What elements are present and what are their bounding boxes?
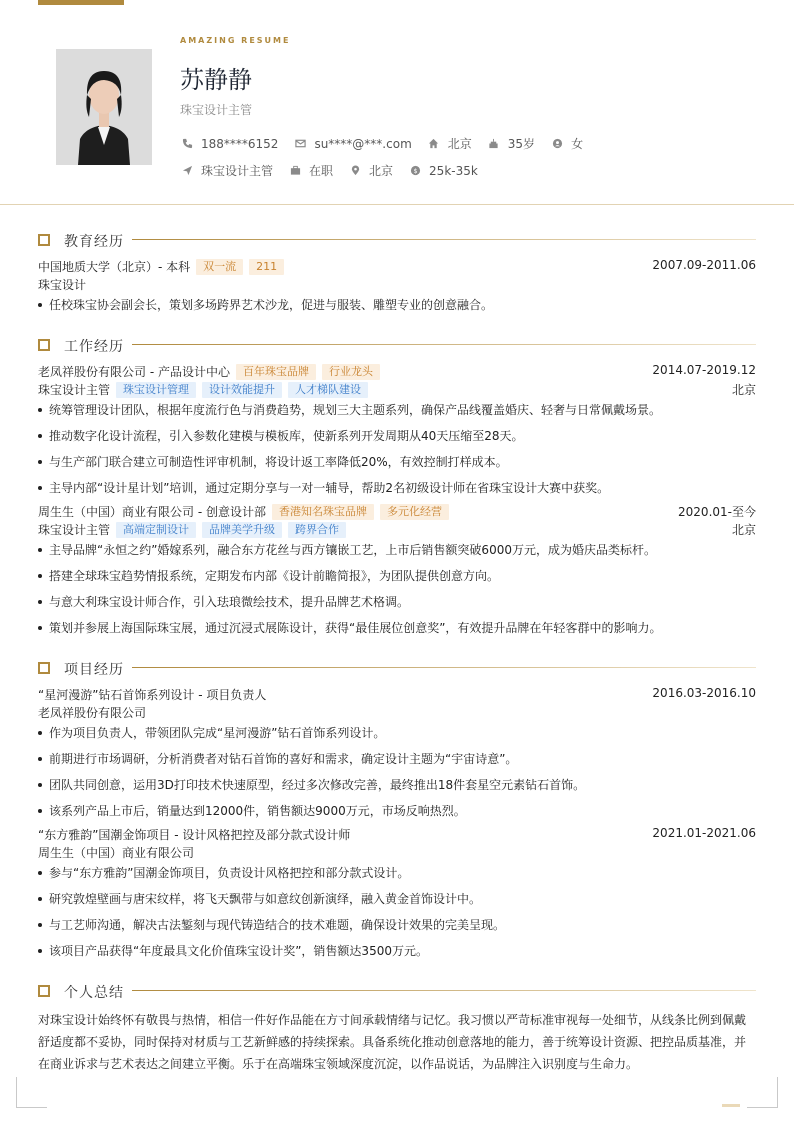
work-date: 2014.07-2019.12 [652, 363, 756, 377]
candidate-title: 珠宝设计主管 [180, 103, 253, 117]
target-job-text: 珠宝设计主管 [201, 164, 274, 178]
top-accent-bar [38, 0, 124, 5]
section-line [132, 990, 756, 991]
page-indicator [722, 1104, 740, 1107]
company-tag: 行业龙头 [322, 364, 380, 380]
project-company-row [38, 704, 756, 722]
project-bullet: 作为项目负责人，带领团队完成“星河漫游”钻石首饰系列设计。 [38, 724, 756, 742]
role-tag: 跨界合作 [288, 522, 346, 538]
section-line [132, 667, 756, 668]
project-bullet: 团队共同创意，运用3D打印技术快速原型，经过多次修改完善，最终推出18件套星空元素钻石首饰。 [38, 776, 756, 794]
phone-item [180, 137, 278, 151]
profile-photo [56, 49, 152, 165]
section-education [38, 232, 756, 248]
corner-decoration-right [747, 1077, 778, 1108]
project-bullet: 前期进行市场调研，分析消费者对钻石首饰的喜好和需求，确定设计主题为“宇宙诗意”。 [38, 750, 756, 768]
summary-text: 对珠宝设计始终怀有敬畏与热情，相信一件好作品能在方寸间承载情绪与记忆。我习惯以严苛标准审视每一处细节，从线条比例到佩戴舒适度都不妥协，同时保持对材质与工艺新鲜感的持续探索。具备系统化推动创意落地的能力，善于统筹设计资源、把控品质基准，并在商业诉求与艺术表达之间建立平衡。乐于在高端珠宝领域深度沉淀，以作品说话，为品牌注入识别度与生命力。 [38, 1013, 747, 1071]
work-company-row [38, 363, 756, 381]
section-title: 个人总结 [64, 985, 124, 1001]
work-city: 北京 [731, 383, 756, 397]
work-role-row [38, 521, 756, 539]
school-name: 中国地质大学（北京）- 本科 [38, 260, 191, 274]
home-icon [427, 137, 441, 151]
work-bullet: 主导品牌“永恒之约”婚嫁系列，融合东方花丝与西方镶嵌工艺，上市后销售额突破6000万元，成为婚庆品类标杆。 [38, 541, 756, 559]
work-date: 2020.01-至今 [678, 505, 756, 519]
project-date: 2021.01-2021.06 [652, 826, 756, 840]
school-tag: 211 [249, 259, 284, 275]
education-bullet: 任校珠宝协会副会长，策划多场跨界艺术沙龙，促进与服装、雕塑专业的创意融合。 [38, 296, 756, 314]
gender-text: 女 [571, 137, 584, 151]
work-role-row [38, 381, 756, 399]
work-bullet: 与意大利珠宝设计师合作，引入珐琅微绘技术，提升品牌艺术格调。 [38, 593, 756, 611]
project-bullet: 与工艺师沟通，解决古法錾刻与现代铸造结合的技术难题，确保设计效果的完美呈现。 [38, 916, 756, 934]
work-bullet: 统筹管理设计团队，根据年度流行色与消费趋势，规划三大主题系列，确保产品线覆盖婚庆、轻奢与日常佩戴场景。 [38, 401, 756, 419]
phone-text: 188****6152 [201, 136, 279, 151]
brand-label: AMAZING RESUME [180, 36, 291, 45]
education-school-row [38, 258, 756, 276]
section-line [132, 344, 756, 345]
email-text: su****@***.com [314, 136, 412, 151]
project-bullet: 该项目产品获得“年度最具文化价值珠宝设计奖”，销售额达3500万元。 [38, 942, 756, 960]
contact-row [180, 135, 598, 152]
project-company-row [38, 844, 756, 862]
salary-text: 25k-35k [429, 163, 478, 178]
send-icon [180, 164, 194, 178]
map-pin-icon [348, 164, 362, 178]
work-bullet: 推动数字化设计流程，引入参数化建模与模板库，使新系列开发周期从40天压缩至28天。 [38, 427, 756, 445]
role-tag: 珠宝设计管理 [116, 382, 196, 398]
location-item [427, 135, 472, 152]
role-tag: 品牌美学升级 [202, 522, 282, 538]
section-summary [38, 983, 756, 999]
corner-decoration-left [16, 1077, 47, 1108]
project-name-row [38, 686, 756, 704]
section-title: 工作经历 [64, 339, 124, 355]
work-company-row [38, 503, 756, 521]
work-bullet: 策划并参展上海国际珠宝展，通过沉浸式展陈设计，获得“最佳展位创意奖”，有效提升品牌在年轻客群中的影响力。 [38, 619, 756, 637]
work-bullet: 与生产部门联合建立可制造性评审机制，将设计返工率降低20%，有效控制打样成本。 [38, 453, 756, 471]
section-line [132, 239, 756, 240]
project-name: “东方雅韵”国潮金饰项目 - 设计风格把控及部分款式设计师 [38, 828, 351, 842]
age-item [487, 135, 535, 152]
project-company: 老凤祥股份有限公司 [38, 706, 147, 720]
role-tag: 高端定制设计 [116, 522, 196, 538]
mail-icon [293, 137, 307, 151]
project-name-row [38, 826, 756, 844]
project-bullet: 研究敦煌壁画与唐宋纹样，将飞天飘带与如意纹创新演绎，融入黄金首饰设计中。 [38, 890, 756, 908]
svg-text:$: $ [413, 166, 418, 175]
phone-icon [180, 137, 194, 151]
money-icon [408, 164, 422, 178]
status-text: 在职 [309, 164, 334, 178]
section-work [38, 337, 756, 353]
section-title: 教育经历 [64, 234, 124, 250]
header-divider [0, 204, 794, 205]
company-tag: 多元化经营 [380, 504, 449, 520]
project-bullet: 参与“东方雅韵”国潮金饰项目，负责设计风格把控和部分款式设计。 [38, 864, 756, 882]
role-tag: 人才梯队建设 [288, 382, 368, 398]
location-text: 北京 [447, 137, 472, 151]
candidate-name: 苏静静 [180, 66, 252, 94]
gender-item [550, 135, 583, 152]
company-name: 周生生（中国）商业有限公司 - 创意设计部 [38, 505, 266, 519]
school-tag: 双一流 [196, 259, 243, 275]
project-bullet: 该系列产品上市后，销量达到12000件，销售额达9000万元，市场反响热烈。 [38, 802, 756, 820]
education-date: 2007.09-2011.06 [652, 258, 756, 272]
company-tag: 百年珠宝品牌 [236, 364, 316, 380]
project-date: 2016.03-2016.10 [652, 686, 756, 700]
company-name: 老凤祥股份有限公司 - 产品设计中心 [38, 365, 230, 379]
age-text: 35岁 [507, 137, 536, 151]
project-name: “星河漫游”钻石首饰系列设计 - 项目负责人 [38, 688, 267, 702]
work-city: 北京 [731, 523, 756, 537]
target-city-item [348, 162, 393, 179]
role-name: 珠宝设计主管 [38, 383, 111, 397]
salary-item [408, 164, 478, 178]
project-company: 周生生（中国）商业有限公司 [38, 846, 195, 860]
section-marker [38, 234, 50, 246]
job-intent-row [180, 162, 493, 179]
section-marker [38, 662, 50, 674]
education-major-row [38, 276, 756, 294]
work-bullet: 主导内部“设计星计划”培训，通过定期分享与一对一辅导，帮助2名初级设计师在省珠宝设计大赛中获奖。 [38, 479, 756, 497]
major-text: 珠宝设计 [38, 278, 87, 292]
section-marker [38, 985, 50, 997]
section-title: 项目经历 [64, 662, 124, 678]
cake-icon [487, 137, 501, 151]
target-job-item [180, 162, 273, 179]
work-bullet: 搭建全球珠宝趋势情报系统，定期发布内部《设计前瞻简报》，为团队提供创意方向。 [38, 567, 756, 585]
section-projects [38, 660, 756, 676]
email-item [293, 137, 411, 151]
role-tag: 设计效能提升 [202, 382, 282, 398]
briefcase-icon [288, 164, 302, 178]
company-tag: 香港知名珠宝品牌 [272, 504, 374, 520]
section-marker [38, 339, 50, 351]
status-item [288, 162, 333, 179]
target-city-text: 北京 [369, 164, 394, 178]
role-name: 珠宝设计主管 [38, 523, 111, 537]
user-icon [550, 137, 564, 151]
